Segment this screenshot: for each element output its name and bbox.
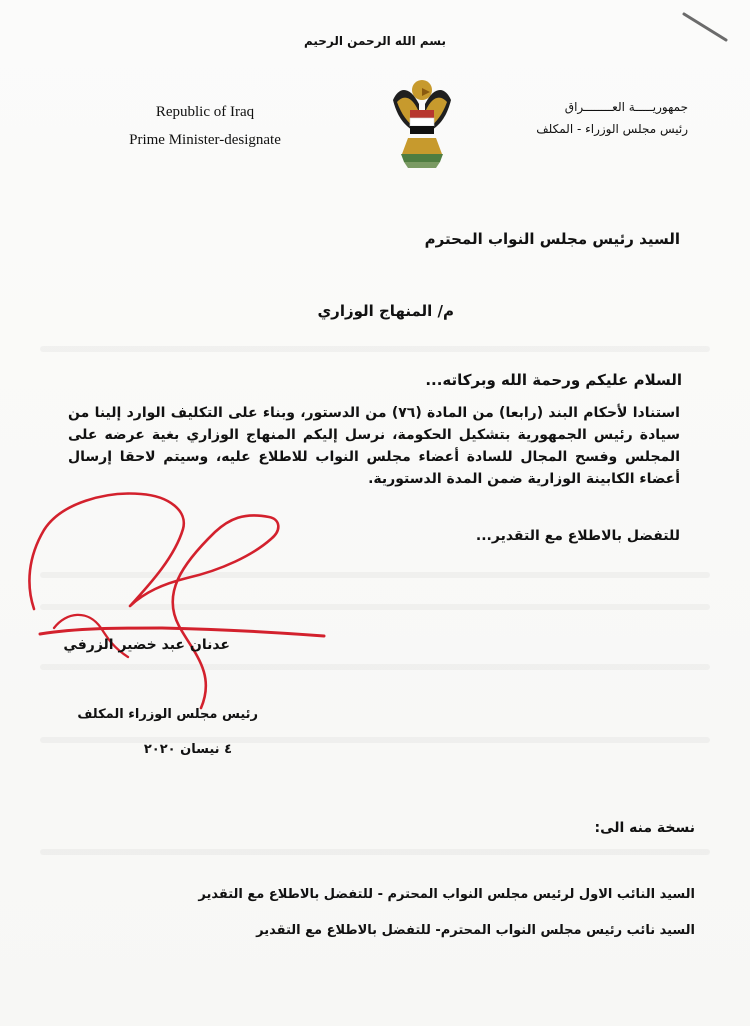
- addressee-line: السيد رئيس مجلس النواب المحترم: [424, 230, 680, 248]
- background-bleed-line: [40, 737, 710, 743]
- subject-line: م/ المنهاج الوزاري: [317, 302, 454, 320]
- republic-of-iraq-arabic-text: جمهوريـــــة العــــــــراق: [564, 100, 688, 114]
- letter-body-paragraph: استنادا لأحكام البند (رابعا) من المادة (٧٦) من الدستور، وبناء على التكليف الوارد إلينا من سيادة رئيس الجمهورية بتشكيل الحكومة، نرسل إليكم المنهاج الوزاري بغية عرضه على المجلس وفسح المجال للسادة أعضاء مجلس النواب للاطلاع عليه، وسيتم لاحقا إرسال أعضاء الكابينة الوزارية ضمن المدة الدستورية.: [68, 405, 680, 487]
- prime-minister-designate-arabic-text: رئيس مجلس الوزراء - المكلف: [536, 122, 688, 136]
- copy-recipient-1: السيد النائب الاول لرئيس مجلس النواب المحترم - للتفضل بالاطلاع مع التقدير: [198, 887, 695, 902]
- copy-recipient-2: السيد نائب رئيس مجلس النواب المحترم- للتفضل بالاطلاع مع التقدير: [256, 923, 695, 938]
- letter-date: ٤ نيسان ٢٠٢٠: [143, 742, 232, 757]
- signatory-title: رئيس مجلس الوزراء المكلف: [77, 707, 258, 722]
- arabic-letterhead: [508, 96, 688, 140]
- closing-line: للتفضل بالاطلاع مع التقدير...: [475, 528, 680, 544]
- background-bleed-line: [40, 849, 710, 855]
- greeting-line: السلام عليكم ورحمة الله وبركاته...: [425, 371, 682, 389]
- background-bleed-line: [40, 346, 710, 352]
- prime-minister-designate-text: Prime Minister-designate: [129, 132, 281, 148]
- iraq-coat-of-arms-emblem-icon: [383, 72, 461, 180]
- handwritten-signature-icon: [24, 483, 338, 713]
- english-letterhead: [120, 98, 290, 154]
- republic-of-iraq-text: Republic of Iraq: [155, 104, 255, 120]
- basmala-text: بسم الله الرحمن الرحيم: [303, 34, 447, 48]
- copies-heading: نسخة منه الى:: [594, 820, 695, 836]
- signatory-name: عدنان عبد خضير الزرفي: [63, 637, 230, 653]
- background-bleed-line: [40, 664, 710, 670]
- background-bleed-line: [40, 572, 710, 578]
- background-bleed-line: [40, 604, 710, 610]
